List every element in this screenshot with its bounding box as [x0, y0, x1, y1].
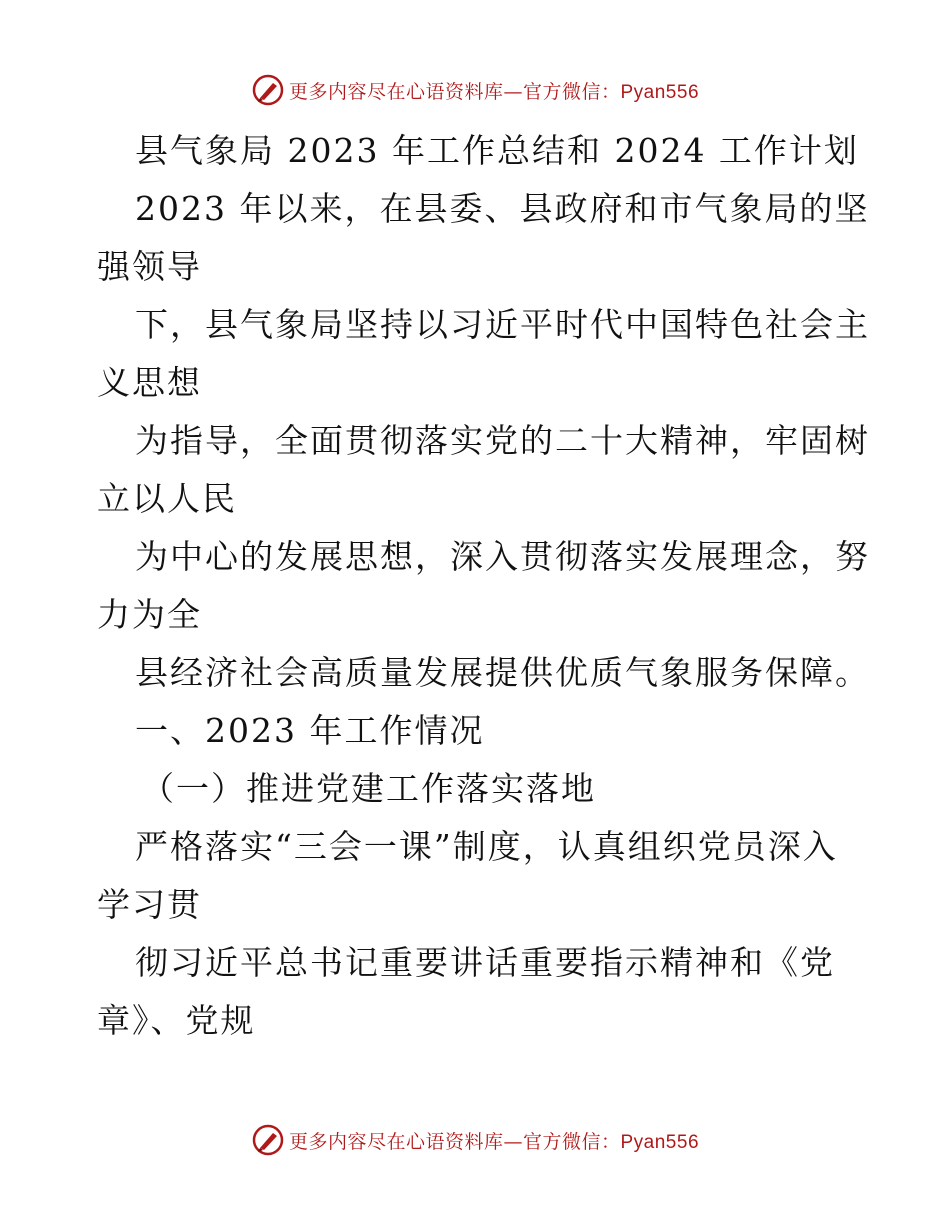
watermark-text: 更多内容尽在心语资料库—官方微信：Pyan556 — [288, 80, 700, 103]
watermark-text: 更多内容尽在心语资料库—官方微信：Pyan556 — [288, 1130, 700, 1153]
paragraph-line: 强领导 — [97, 247, 202, 286]
paragraph-line: 严格落实“三会一课”制度，认真组织党员深入 — [135, 827, 838, 866]
document-title: 县气象局 2023 年工作总结和 2024 工作计划 — [135, 131, 859, 170]
paragraph-line: 为指导，全面贯彻落实党的二十大精神，牢固树 — [135, 421, 870, 460]
paragraph-line: 章》、党规 — [97, 1001, 256, 1040]
paragraph-line: 力为全 — [97, 595, 202, 634]
document-body — [97, 122, 870, 1050]
subsection-heading: （一）推进党建工作落实落地 — [141, 769, 596, 808]
paragraph-line: 彻习近平总书记重要讲话重要指示精神和《党 — [135, 943, 835, 982]
paragraph-line: 学习贯 — [97, 885, 202, 924]
paragraph-line: 义思想 — [97, 363, 202, 402]
paragraph-line: 2023 年以来，在县委、县政府和市气象局的坚 — [135, 189, 870, 228]
pen-logo-icon — [251, 1123, 285, 1157]
paragraph-line: 下，县气象局坚持以习近平时代中国特色社会主 — [135, 305, 870, 344]
watermark-footer — [0, 1120, 950, 1160]
section-heading: 一、2023 年工作情况 — [135, 711, 485, 750]
paragraph-line: 为中心的发展思想，深入贯彻落实发展理念，努 — [135, 537, 870, 576]
paragraph-line: 立以人民 — [97, 479, 237, 518]
pen-logo-icon — [251, 73, 285, 107]
watermark-header — [0, 70, 950, 110]
paragraph-line: 县经济社会高质量发展提供优质气象服务保障。 — [135, 653, 870, 692]
